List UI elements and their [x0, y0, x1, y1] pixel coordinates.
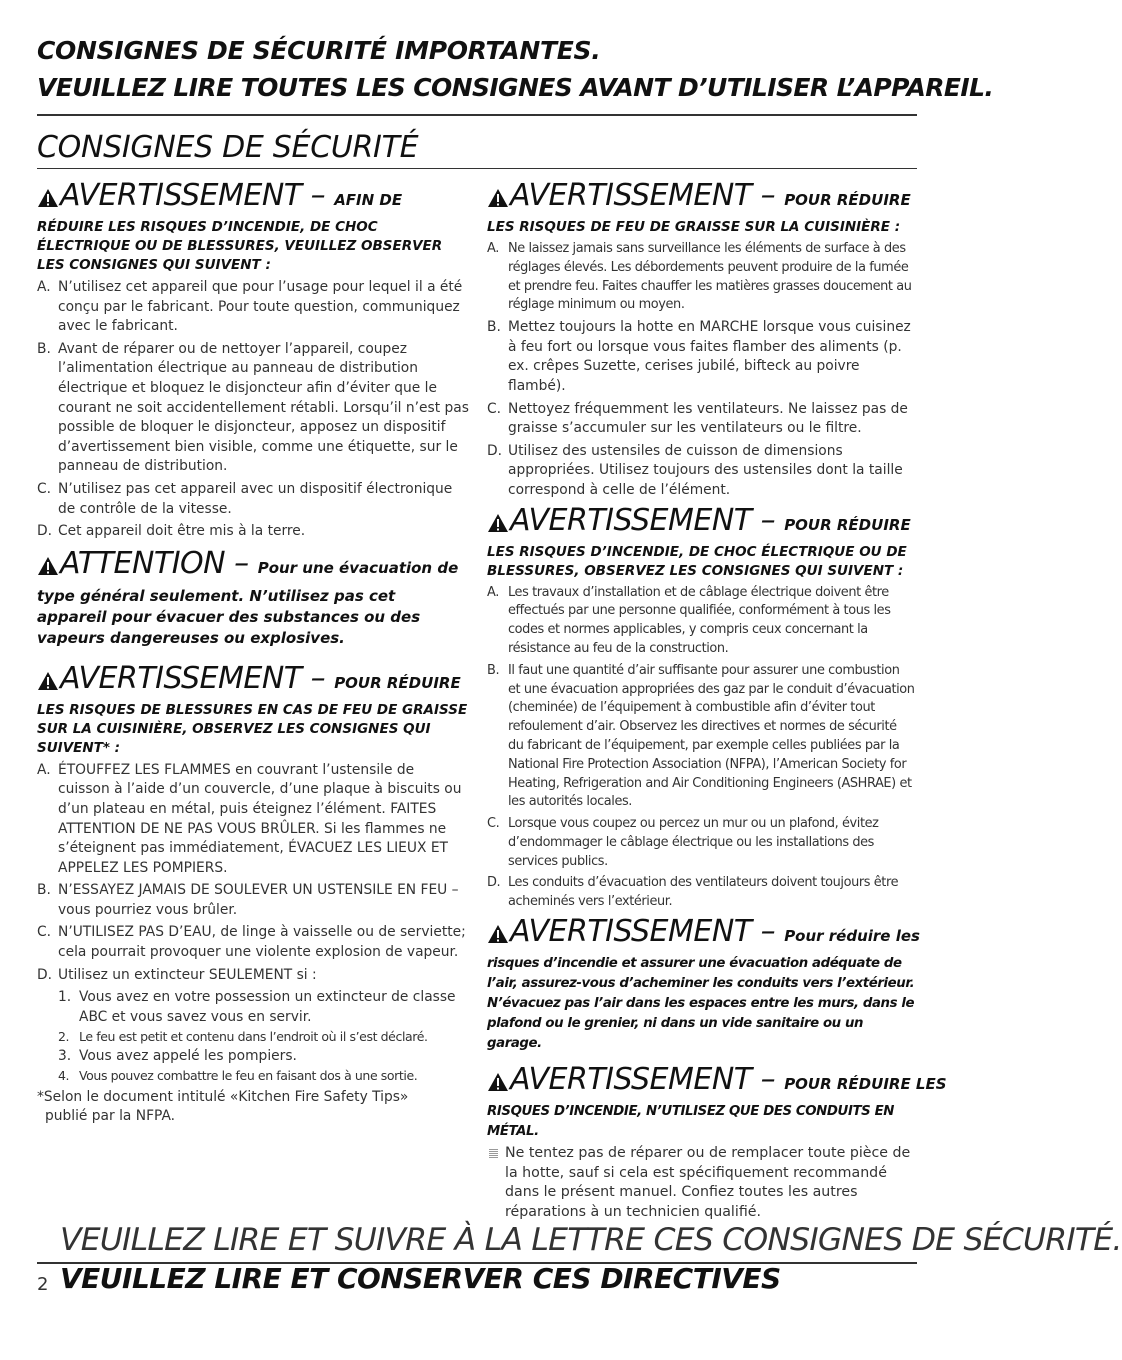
item-letter: D.: [37, 966, 53, 983]
section-title: CONSIGNES DE SÉCURITÉ: [37, 130, 419, 165]
warning-title-sub: AFIN DE: [334, 191, 403, 209]
warning-title-sub: POUR RÉDUIRE: [334, 673, 461, 692]
warning-lead: risques d’incendie et assurer une évacuation adéquate de l’air, assurez-vous d’acheminer les conduits vers l’extérieur. N’évacuez pas l’air dans les espaces entre les murs, dans le plafond ou le grenier, ni dans un vide sanitaire ou un garage.: [487, 956, 915, 1052]
bullet-text: Ne tentez pas de réparer ou de remplacer toute pièce de la hotte, sauf si cela est spécifiquement recommandé dans le présent manuel. Confiez toutes les autres réparations à un technicien qualifié.: [505, 1145, 911, 1220]
list-item: [487, 815, 915, 871]
item-letter: B.: [37, 882, 51, 899]
warning-triangle-icon: [487, 1067, 509, 1099]
item-text: Lorsque vous coupez ou percez un mur ou un plafond, évitez d’endommager le câblage électrique ou les installations des services publics.: [508, 816, 879, 869]
list-item: [37, 761, 469, 879]
list-item: [487, 584, 915, 659]
item-text: Avant de réparer ou de nettoyer l’appareil, coupez l’alimentation électrique au panneau de distribution électrique et bloquez le disjoncteur afin d’éviter que le courant ne soit accidentellement rétabli. Lorsqu’il n’est pas possible de bloquer le disjoncteur, apposez un dispositif d’avertissement bien visible, comme une étiquette, sur le panneau de distribution.: [58, 340, 469, 475]
list-item: [37, 923, 469, 962]
warning-title: [487, 502, 915, 541]
warning-lead: RISQUES D’INCENDIE, N’UTILISEZ QUE DES CONDUITS EN MÉTAL.: [487, 1104, 894, 1140]
attention-title-sub: Pour une évacuation de: [257, 558, 459, 577]
attention-title-text: ATTENTION –: [60, 545, 249, 581]
warning-triangle-icon: [487, 508, 509, 540]
list-item: [487, 240, 915, 315]
list-item: [487, 662, 915, 812]
warning-title-sub: POUR RÉDUIRE: [784, 515, 911, 534]
footer-keep-directions: VEUILLEZ LIRE ET CONSERVER CES DIRECTIVES: [60, 1262, 781, 1295]
item-number: 1.: [58, 989, 72, 1006]
list-item: [37, 278, 469, 337]
item-text: N’UTILISEZ PAS D’EAU, de linge à vaisselle ou de serviette; cela pourrait provoquer une violente explosion de vapeur.: [58, 924, 466, 961]
list-item: [487, 400, 915, 439]
right-column: [487, 176, 947, 1222]
item-text: N’utilisez pas cet appareil avec un dispositif électronique de contrôle de la vitesse.: [58, 480, 453, 517]
footnote-line-2: publié par la NFPA.: [45, 1108, 176, 1125]
item-text: Cet appareil doit être mis à la terre.: [58, 523, 306, 540]
item-letter: A.: [37, 761, 51, 778]
list-item: [37, 966, 469, 986]
warning-title-text: AVERTISSEMENT –: [60, 178, 326, 213]
list-item: [37, 522, 469, 542]
item-letter: C.: [37, 924, 52, 941]
list-item: [37, 881, 469, 920]
attention-title: [37, 545, 469, 584]
item-number: 2.: [58, 1029, 70, 1045]
warning-items: [37, 278, 469, 542]
warning-title-text: AVERTISSEMENT –: [60, 660, 326, 696]
item-text: Les travaux d’installation et de câblage électrique doivent être effectués par une personne qualifiée, conformément à tous les codes et normes applicables, y compris ceux concernant la résistance au feu de la construction.: [508, 584, 891, 656]
item-letter: B.: [487, 662, 500, 678]
list-item: [487, 318, 915, 396]
warning-lead: LES RISQUES DE FEU DE GRAISSE SUR LA CUISINIÈRE :: [487, 219, 901, 235]
warning-triangle-icon: [487, 919, 509, 951]
item-text: Ne laissez jamais sans surveillance les éléments de surface à des réglages élevés. Les débordements peuvent produire de la fumée et prendre feu. Faites chauffer les matières grasses doucement au réglage minimum ou moyen.: [508, 241, 912, 313]
warning-lead: RÉDUIRE LES RISQUES D’INCENDIE, DE CHOC ÉLECTRIQUE OU DE BLESSURES, VEUILLEZ OBSERVER LES CONSIGNES QUI SUIVENT :: [37, 219, 443, 273]
warning-lead: LES RISQUES D’INCENDIE, DE CHOC ÉLECTRIQUE OU DE BLESSURES, OBSERVEZ LES CONSIGNES QUI SUIVENT :: [487, 543, 907, 579]
item-letter: B.: [37, 340, 51, 357]
header-line-2: VEUILLEZ LIRE TOUTES LES CONSIGNES AVANT D’UTILISER L’APPAREIL.: [37, 73, 994, 102]
list-item: [37, 340, 469, 477]
warning-triangle-icon: [37, 666, 59, 698]
item-text: N’ESSAYEZ JAMAIS DE SOULEVER UN USTENSILE EN FEU – vous pourriez vous brûler.: [58, 882, 459, 918]
warning-triangle-icon: [487, 183, 509, 215]
warning-title-text: AVERTISSEMENT –: [510, 502, 776, 538]
page-number: 2: [37, 1274, 49, 1295]
item-letter: D.: [487, 442, 503, 459]
sub-list-item: [58, 1047, 469, 1067]
item-letter: D.: [487, 875, 501, 891]
sub-list-item: [58, 1066, 469, 1086]
header-line-1: CONSIGNES DE SÉCURITÉ IMPORTANTES.: [37, 36, 601, 65]
item-number: 3.: [58, 1047, 72, 1064]
warning-block-4: [487, 502, 915, 913]
item-text: Il faut une quantité d’air suffisante pour assurer une combustion et une évacuation appropriées des gaz par le conduit d’évacuation (cheminée) de l’équipement à combustible afin d’éviter tout refoulement d’air. Observez les directives et normes de sécurité du fabricant de l’équipement, par exemple celles publiées par la National Fire Protection Association (NFPA), l’American Society for Heating, Refrigeration and Air Conditioning Engineers (ASHRAE) et les autorités locales.: [508, 662, 915, 810]
item-letter: C.: [487, 400, 502, 417]
warning-title-sub: POUR RÉDUIRE: [784, 191, 911, 209]
warning-block-3: [487, 180, 915, 501]
warning-title: [487, 1062, 947, 1100]
warning-items: [487, 240, 915, 315]
item-letter: C.: [487, 816, 500, 832]
warning-triangle-icon: [37, 183, 59, 215]
footer-read-follow: VEUILLEZ LIRE ET SUIVRE À LA LETTRE CES CONSIGNES DE SÉCURITÉ.: [60, 1222, 1122, 1258]
left-column: [37, 176, 469, 1127]
warning-lead: LES RISQUES DE BLESSURES EN CAS DE FEU DE GRAISSE SUR LA CUISINIÈRE, OBSERVEZ LES CONSIGNES QUI SUIVENT* :: [37, 701, 468, 756]
numbered-subitems: [37, 988, 469, 1086]
warning-title: [487, 914, 920, 952]
item-letter: A.: [487, 584, 499, 600]
list-item: [487, 874, 915, 912]
warning-block-6: [487, 1062, 947, 1222]
item-letter: C.: [37, 480, 52, 497]
attention-lead: type général seulement. N’utilisez pas cet appareil pour évacuer des substances ou des vapeurs dangereuses ou explosives.: [37, 586, 421, 647]
item-text: Mettez toujours la hotte en MARCHE lorsque vous cuisinez à feu fort ou lorsque vous faites flamber des aliments (p. ex. crêpes Suzette, cerises jubilé, bifteck au poivre flambé).: [508, 319, 911, 394]
square-bullet-icon: [489, 1148, 498, 1158]
footnote-line-1: *Selon le document intitulé «Kitchen Fire Safety Tips»: [37, 1088, 409, 1105]
warning-block-1: [37, 180, 469, 542]
item-letter: A.: [487, 241, 499, 256]
warning-title: [487, 180, 915, 216]
warning-triangle-icon: [37, 551, 59, 583]
warning-items: [37, 761, 469, 986]
item-text: Vous avez appelé les pompiers.: [79, 1047, 297, 1064]
item-letter: A.: [37, 279, 51, 295]
item-text: Les conduits d’évacuation des ventilateurs doivent toujours être acheminés vers l’extérieur.: [508, 875, 899, 910]
sub-list-item: [58, 988, 469, 1027]
item-letter: B.: [487, 319, 501, 336]
warning-items: [487, 318, 915, 500]
list-item: [487, 442, 915, 501]
item-letter: D.: [37, 523, 53, 540]
item-text: Le feu est petit et contenu dans l’endroit où il s’est déclaré.: [79, 1029, 428, 1045]
warning-items: [487, 584, 915, 913]
list-item: [37, 480, 469, 519]
item-text: N’utilisez cet appareil que pour l’usage pour lequel il a été conçu par le fabricant. Pour toute question, communiquez avec le fabricant.: [58, 279, 463, 335]
item-text: Vous pouvez combattre le feu en faisant dos à une sortie.: [79, 1068, 418, 1084]
item-text: Utilisez un extincteur SEULEMENT si :: [58, 966, 317, 983]
item-number: 4.: [58, 1068, 70, 1084]
section-divider: [37, 168, 917, 169]
warning-block-5: [487, 914, 920, 1054]
warning-title-text: AVERTISSEMENT –: [510, 914, 776, 950]
item-text: Nettoyez fréquemment les ventilateurs. Ne laissez pas de graisse s’accumuler sur les ventilateurs ou le filtre.: [508, 400, 908, 437]
item-text: ÉTOUFFEZ LES FLAMMES en couvrant l’ustensile de cuisson à l’aide d’un couvercle, d’une plaque à biscuits ou d’un plateau en métal, puis éteignez l’élément. FAITES ATTENTION DE NE PAS VOUS BRÛLER. Si les flammes ne s’éteignent pas immédiatement, ÉVACUEZ LES LIEUX ET APPELEZ LES POMPIERS.: [58, 761, 462, 876]
attention-block: [37, 545, 469, 649]
warning-title-sub: POUR RÉDUIRE LES: [784, 1075, 947, 1094]
warning-block-2: [37, 660, 469, 1127]
bullet-paragraph: [487, 1144, 915, 1222]
warning-title-text: AVERTISSEMENT –: [510, 1062, 776, 1098]
warning-title: [37, 180, 469, 216]
header-divider: [37, 114, 917, 116]
footnote: [37, 1088, 469, 1127]
item-text: Vous avez en votre possession un extincteur de classe ABC et vous savez vous en servir.: [79, 989, 456, 1025]
warning-title-text: AVERTISSEMENT –: [510, 178, 776, 213]
item-text: Utilisez des ustensiles de cuisson de dimensions appropriées. Utilisez toujours des ustensiles dont la taille correspond à celle de l’élément.: [508, 442, 903, 498]
warning-title: [37, 660, 469, 699]
sub-list-item: [58, 1027, 469, 1047]
warning-title-sub: Pour réduire les: [784, 927, 920, 946]
